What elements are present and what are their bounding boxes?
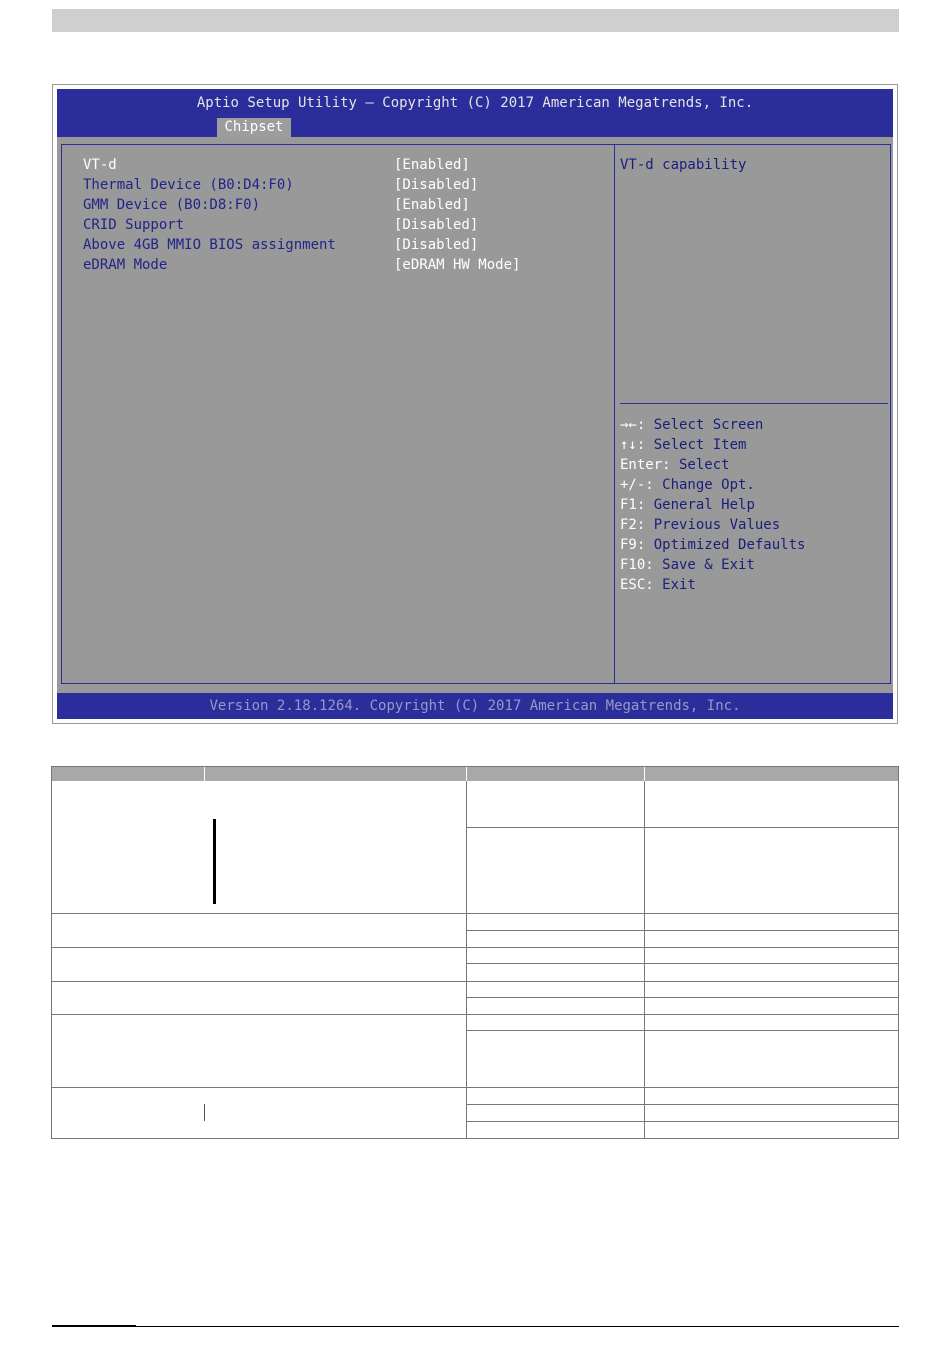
header-separator	[644, 767, 645, 781]
subrow-separator	[466, 930, 898, 931]
subrow-separator	[466, 1030, 898, 1031]
key-label: F1:	[620, 497, 646, 513]
row-separator	[52, 1087, 898, 1088]
subrow-separator	[466, 963, 898, 964]
value-vt-d[interactable]: [Enabled]	[394, 157, 470, 173]
settings-table	[51, 766, 899, 1139]
key-label: Enter:	[620, 457, 671, 473]
value-thermal-device[interactable]: [Disabled]	[394, 177, 479, 193]
column-line	[644, 781, 645, 1138]
key-label: F2:	[620, 517, 646, 533]
key-hint-save-exit	[620, 557, 755, 573]
key-desc: Select Screen	[645, 417, 764, 433]
key-desc: Optimized Defaults	[645, 537, 806, 553]
tab-chipset[interactable]: Chipset	[217, 118, 291, 137]
bios-screenshot	[52, 84, 898, 724]
value-above-4gb-mmio[interactable]: [Disabled]	[394, 237, 479, 253]
setting-thermal-device[interactable]: Thermal Device (B0:D4:F0)	[83, 177, 294, 193]
key-hint-previous-values	[620, 517, 780, 533]
value-edram-mode[interactable]: [eDRAM HW Mode]	[394, 257, 521, 273]
row-separator	[52, 913, 898, 914]
help-text: VT-d capability	[620, 157, 747, 173]
cell-mark	[204, 1104, 205, 1121]
header-separator	[466, 767, 467, 781]
setting-gmm-device[interactable]: GMM Device (B0:D8:F0)	[83, 197, 261, 213]
bios-footer	[57, 693, 893, 719]
key-hint-select-screen	[620, 417, 763, 433]
key-label: F9:	[620, 537, 646, 553]
bios-version-text: Version 2.18.1264. Copyright (C) 2017 American Megatrends, Inc.	[209, 698, 741, 714]
key-label: →←:	[620, 417, 646, 433]
key-label: +/-:	[620, 477, 654, 493]
subrow-separator	[466, 827, 898, 828]
key-label: ESC:	[620, 577, 654, 593]
bios-screen	[57, 89, 893, 719]
subrow-separator	[466, 1121, 898, 1122]
cell-mark	[213, 819, 216, 904]
key-hint-change-opt	[620, 477, 755, 493]
value-crid-support[interactable]: [Disabled]	[394, 217, 479, 233]
key-hint-enter	[620, 457, 730, 473]
key-desc: Previous Values	[645, 517, 781, 533]
row-separator	[52, 947, 898, 948]
key-desc: Change Opt.	[653, 477, 755, 493]
key-hint-exit	[620, 577, 696, 593]
setting-above-4gb-mmio[interactable]: Above 4GB MMIO BIOS assignment	[83, 237, 336, 253]
key-hint-select-item	[620, 437, 746, 453]
key-desc: Select Item	[645, 437, 747, 453]
key-label: ↑↓:	[620, 437, 646, 453]
value-gmm-device[interactable]: [Enabled]	[394, 197, 470, 213]
header-separator	[204, 767, 205, 781]
panel-divider	[614, 144, 615, 684]
key-desc: Save & Exit	[653, 557, 755, 573]
bios-title: Aptio Setup Utility – Copyright (C) 2017 American Megatrends, Inc.	[196, 95, 754, 111]
row-separator	[52, 981, 898, 982]
key-hint-optimized-defaults	[620, 537, 805, 553]
key-hint-general-help	[620, 497, 755, 513]
key-desc: General Help	[645, 497, 755, 513]
key-label: F10:	[620, 557, 654, 573]
setting-crid-support[interactable]: CRID Support	[83, 217, 185, 233]
page-footer-rule	[52, 1326, 899, 1327]
key-desc: Exit	[653, 577, 696, 593]
table-header	[52, 767, 898, 781]
setting-edram-mode[interactable]: eDRAM Mode	[83, 257, 168, 273]
subrow-separator	[466, 997, 898, 998]
row-separator	[52, 1014, 898, 1015]
column-line	[466, 781, 467, 1138]
setting-vt-d[interactable]: VT-d	[83, 157, 117, 173]
subrow-separator	[466, 1104, 898, 1105]
page-header-bar	[52, 9, 899, 32]
key-desc: Select	[670, 457, 730, 473]
bios-header	[57, 89, 893, 137]
help-divider	[620, 403, 888, 404]
